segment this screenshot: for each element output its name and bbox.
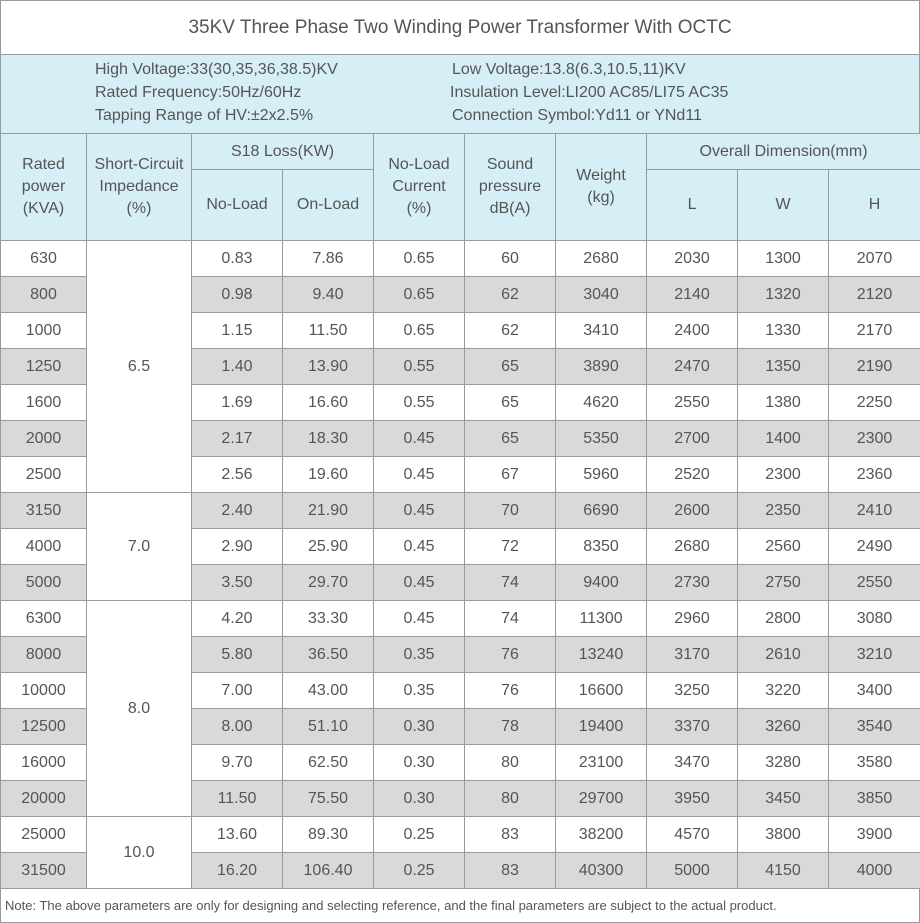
cell-rated-power: 12500 [1,709,87,745]
cell-impedance: 6.5 [87,241,192,493]
cell-no-load-current: 0.65 [374,313,465,349]
cell-rated-power: 5000 [1,565,87,601]
header-no-load-current: No-Load Current (%) [374,134,465,241]
cell-dim-l: 2140 [647,277,738,313]
cell-dim-l: 3370 [647,709,738,745]
cell-no-load-current: 0.55 [374,385,465,421]
cell-no-load-loss: 7.00 [192,673,283,709]
cell-dim-w: 1400 [738,421,829,457]
cell-on-load-loss: 13.90 [283,349,374,385]
cell-on-load-loss: 89.30 [283,817,374,853]
cell-no-load-current: 0.65 [374,277,465,313]
cell-weight: 3890 [556,349,647,385]
cell-sound-pressure: 65 [465,349,556,385]
cell-no-load-loss: 1.15 [192,313,283,349]
cell-rated-power: 10000 [1,673,87,709]
spec-high-voltage: High Voltage:33(30,35,36,38.5)KV [95,61,338,78]
header-dim-h: H [829,170,920,241]
header-on-load: On-Load [283,170,374,241]
cell-weight: 16600 [556,673,647,709]
cell-no-load-loss: 2.40 [192,493,283,529]
page-title: 35KV Three Phase Two Winding Power Transformer With OCTC [0,0,920,55]
header-dimension-group: Overall Dimension(mm) [647,134,920,170]
header-dim-l: L [647,170,738,241]
cell-dim-w: 1380 [738,385,829,421]
cell-dim-w: 2610 [738,637,829,673]
cell-dim-h: 3210 [829,637,920,673]
cell-no-load-loss: 5.80 [192,637,283,673]
cell-no-load-current: 0.30 [374,745,465,781]
cell-no-load-current: 0.25 [374,817,465,853]
cell-rated-power: 1250 [1,349,87,385]
cell-no-load-loss: 1.40 [192,349,283,385]
cell-on-load-loss: 36.50 [283,637,374,673]
cell-weight: 11300 [556,601,647,637]
cell-dim-w: 3260 [738,709,829,745]
cell-dim-l: 2600 [647,493,738,529]
cell-dim-l: 2400 [647,313,738,349]
cell-weight: 6690 [556,493,647,529]
parameter-table [0,133,920,889]
cell-sound-pressure: 76 [465,673,556,709]
cell-dim-h: 2360 [829,457,920,493]
cell-dim-w: 2300 [738,457,829,493]
cell-dim-w: 4150 [738,853,829,889]
header-dim-w: W [738,170,829,241]
cell-dim-l: 2520 [647,457,738,493]
table-body [1,241,920,889]
cell-no-load-current: 0.55 [374,349,465,385]
cell-dim-h: 3080 [829,601,920,637]
cell-rated-power: 1000 [1,313,87,349]
cell-no-load-current: 0.35 [374,673,465,709]
cell-dim-h: 2070 [829,241,920,277]
cell-rated-power: 2000 [1,421,87,457]
cell-dim-w: 1320 [738,277,829,313]
cell-on-load-loss: 62.50 [283,745,374,781]
cell-dim-w: 1300 [738,241,829,277]
cell-dim-w: 3800 [738,817,829,853]
footnote: Note: The above parameters are only for designing and selecting reference, and the final parameters are subject to the actual product. [0,889,920,923]
cell-dim-l: 2700 [647,421,738,457]
cell-on-load-loss: 18.30 [283,421,374,457]
cell-no-load-loss: 4.20 [192,601,283,637]
cell-sound-pressure: 62 [465,313,556,349]
cell-sound-pressure: 74 [465,601,556,637]
cell-dim-h: 3850 [829,781,920,817]
cell-weight: 5350 [556,421,647,457]
cell-no-load-loss: 8.00 [192,709,283,745]
cell-rated-power: 2500 [1,457,87,493]
cell-on-load-loss: 51.10 [283,709,374,745]
cell-sound-pressure: 83 [465,853,556,889]
cell-sound-pressure: 76 [465,637,556,673]
cell-sound-pressure: 65 [465,385,556,421]
cell-on-load-loss: 43.00 [283,673,374,709]
header-loss-group: S18 Loss(KW) [192,134,374,170]
cell-dim-w: 3220 [738,673,829,709]
cell-sound-pressure: 62 [465,277,556,313]
cell-no-load-loss: 9.70 [192,745,283,781]
cell-dim-h: 2550 [829,565,920,601]
spec-tapping-range: Tapping Range of HV:±2x2.5% [95,107,314,124]
spec-insulation-level: Insulation Level:LI200 AC85/LI75 AC35 [450,84,729,101]
cell-no-load-loss: 2.90 [192,529,283,565]
cell-weight: 38200 [556,817,647,853]
cell-on-load-loss: 9.40 [283,277,374,313]
table-row [1,817,920,853]
cell-no-load-loss: 1.69 [192,385,283,421]
cell-no-load-current: 0.25 [374,853,465,889]
cell-no-load-loss: 0.98 [192,277,283,313]
cell-dim-h: 3400 [829,673,920,709]
cell-dim-w: 2350 [738,493,829,529]
cell-rated-power: 31500 [1,853,87,889]
cell-sound-pressure: 80 [465,745,556,781]
cell-dim-l: 2960 [647,601,738,637]
cell-dim-w: 2800 [738,601,829,637]
cell-rated-power: 800 [1,277,87,313]
cell-sound-pressure: 72 [465,529,556,565]
cell-dim-h: 2410 [829,493,920,529]
cell-weight: 4620 [556,385,647,421]
cell-dim-h: 2490 [829,529,920,565]
cell-rated-power: 630 [1,241,87,277]
cell-on-load-loss: 25.90 [283,529,374,565]
cell-dim-l: 2680 [647,529,738,565]
cell-rated-power: 1600 [1,385,87,421]
cell-sound-pressure: 83 [465,817,556,853]
cell-weight: 23100 [556,745,647,781]
header-weight: Weight (kg) [556,134,647,241]
cell-impedance: 8.0 [87,601,192,817]
cell-rated-power: 3150 [1,493,87,529]
cell-dim-h: 2250 [829,385,920,421]
cell-weight: 19400 [556,709,647,745]
cell-on-load-loss: 11.50 [283,313,374,349]
cell-dim-l: 2730 [647,565,738,601]
cell-no-load-current: 0.45 [374,601,465,637]
cell-on-load-loss: 106.40 [283,853,374,889]
cell-dim-l: 2030 [647,241,738,277]
cell-dim-w: 3280 [738,745,829,781]
cell-rated-power: 8000 [1,637,87,673]
cell-dim-h: 2170 [829,313,920,349]
cell-weight: 13240 [556,637,647,673]
cell-weight: 3410 [556,313,647,349]
cell-dim-w: 2750 [738,565,829,601]
cell-no-load-current: 0.30 [374,781,465,817]
table-row [1,493,920,529]
cell-no-load-current: 0.35 [374,637,465,673]
cell-sound-pressure: 67 [465,457,556,493]
spec-low-voltage: Low Voltage:13.8(6.3,10.5,11)KV [452,61,686,78]
cell-dim-h: 2190 [829,349,920,385]
cell-dim-w: 2560 [738,529,829,565]
spec-connection-symbol: Connection Symbol:Yd11 or YNd11 [452,107,702,124]
cell-no-load-current: 0.30 [374,709,465,745]
cell-weight: 40300 [556,853,647,889]
cell-rated-power: 16000 [1,745,87,781]
header-rated-power: Rated power (KVA) [1,134,87,241]
cell-rated-power: 4000 [1,529,87,565]
cell-dim-w: 1350 [738,349,829,385]
cell-no-load-current: 0.45 [374,529,465,565]
cell-dim-h: 2300 [829,421,920,457]
cell-dim-l: 2470 [647,349,738,385]
cell-dim-l: 4570 [647,817,738,853]
cell-no-load-current: 0.45 [374,457,465,493]
cell-no-load-loss: 2.56 [192,457,283,493]
cell-dim-h: 4000 [829,853,920,889]
header-no-load: No-Load [192,170,283,241]
cell-no-load-loss: 16.20 [192,853,283,889]
cell-weight: 2680 [556,241,647,277]
cell-no-load-current: 0.45 [374,421,465,457]
cell-weight: 3040 [556,277,647,313]
cell-dim-h: 3900 [829,817,920,853]
cell-no-load-current: 0.65 [374,241,465,277]
cell-dim-h: 3540 [829,709,920,745]
cell-impedance: 7.0 [87,493,192,601]
cell-no-load-loss: 2.17 [192,421,283,457]
table-row [1,601,920,637]
cell-sound-pressure: 80 [465,781,556,817]
cell-dim-l: 2550 [647,385,738,421]
cell-rated-power: 20000 [1,781,87,817]
cell-sound-pressure: 65 [465,421,556,457]
cell-no-load-current: 0.45 [374,493,465,529]
cell-dim-h: 2120 [829,277,920,313]
cell-on-load-loss: 33.30 [283,601,374,637]
cell-dim-l: 3950 [647,781,738,817]
cell-on-load-loss: 21.90 [283,493,374,529]
cell-on-load-loss: 16.60 [283,385,374,421]
cell-no-load-loss: 3.50 [192,565,283,601]
cell-sound-pressure: 60 [465,241,556,277]
cell-dim-h: 3580 [829,745,920,781]
cell-on-load-loss: 75.50 [283,781,374,817]
cell-impedance: 10.0 [87,817,192,889]
spec-rated-frequency: Rated Frequency:50Hz/60Hz [95,84,302,101]
spec-panel [0,55,920,133]
cell-dim-l: 3470 [647,745,738,781]
cell-on-load-loss: 29.70 [283,565,374,601]
cell-weight: 9400 [556,565,647,601]
cell-dim-w: 3450 [738,781,829,817]
cell-no-load-current: 0.45 [374,565,465,601]
cell-rated-power: 25000 [1,817,87,853]
cell-no-load-loss: 0.83 [192,241,283,277]
cell-on-load-loss: 7.86 [283,241,374,277]
cell-dim-l: 5000 [647,853,738,889]
cell-no-load-loss: 11.50 [192,781,283,817]
cell-weight: 5960 [556,457,647,493]
table-row [1,241,920,277]
header-sound-pressure: Sound pressure dB(A) [465,134,556,241]
cell-sound-pressure: 78 [465,709,556,745]
cell-weight: 8350 [556,529,647,565]
cell-on-load-loss: 19.60 [283,457,374,493]
cell-sound-pressure: 70 [465,493,556,529]
cell-rated-power: 6300 [1,601,87,637]
header-impedance: Short-Circuit Impedance (%) [87,134,192,241]
cell-dim-l: 3250 [647,673,738,709]
cell-dim-l: 3170 [647,637,738,673]
cell-weight: 29700 [556,781,647,817]
cell-no-load-loss: 13.60 [192,817,283,853]
cell-sound-pressure: 74 [465,565,556,601]
cell-dim-w: 1330 [738,313,829,349]
